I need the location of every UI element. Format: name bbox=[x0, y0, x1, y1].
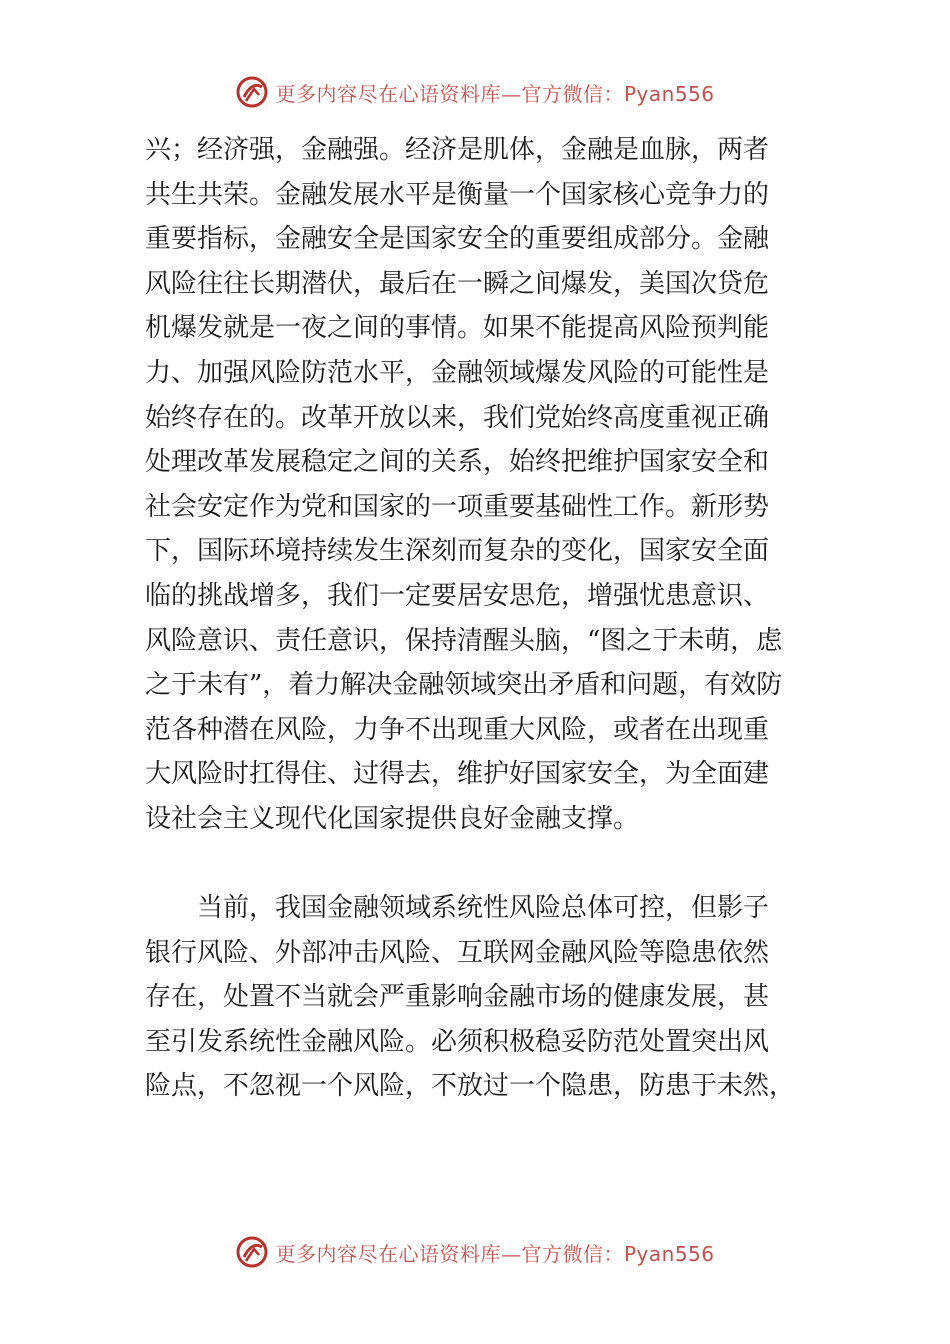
wechat-handle: Pyan556 bbox=[623, 81, 715, 106]
wechat-handle: Pyan556 bbox=[623, 1241, 715, 1266]
text-line: 下，国际环境持续发生深刻而复杂的变化，国家安全面 bbox=[145, 536, 770, 567]
text-line: 风险往往长期潜伏，最后在一瞬之间爆发，美国次贷危 bbox=[145, 268, 770, 299]
document-body bbox=[145, 128, 809, 1109]
banner-text: 更多内容尽在心语资料库—官方微信：Pyan556 bbox=[275, 81, 715, 106]
text-line: 当前，我国金融领域系统性风险总体可控，但影子 bbox=[145, 893, 770, 924]
text-line: 至引发系统性金融风险。必须积极稳妥防范处置突出风 bbox=[145, 1026, 770, 1057]
text-line: 力、加强风险防范水平，金融领域爆发风险的可能性是 bbox=[145, 357, 770, 388]
text-line: 险点，不忽视一个风险，不放过一个隐患，防患于未然， bbox=[145, 1071, 796, 1102]
text-line: 机爆发就是一夜之间的事情。如果不能提高风险预判能 bbox=[145, 313, 770, 344]
text-line: 存在，处置不当就会严重影响金融市场的健康发展，甚 bbox=[145, 982, 770, 1013]
banner-text: 更多内容尽在心语资料库—官方微信：Pyan556 bbox=[275, 1241, 715, 1266]
text-line: 银行风险、外部冲击风险、互联网金融风险等隐患依然 bbox=[145, 937, 770, 968]
text-line: 兴；经济强，金融强。经济是肌体，金融是血脉，两者 bbox=[145, 135, 770, 165]
text-line: 大风险时扛得住、过得去，维护好国家安全，为全面建 bbox=[145, 759, 770, 790]
logo-icon bbox=[235, 75, 269, 109]
text-line: 之于未有”，着力解决金融领域突出矛盾和问题，有效防 bbox=[145, 670, 783, 701]
text-line: 始终存在的。改革开放以来，我们党始终高度重视正确 bbox=[145, 402, 770, 433]
text-line: 范各种潜在风险，力争不出现重大风险，或者在出现重 bbox=[145, 714, 770, 745]
header-banner bbox=[0, 72, 950, 112]
text-line: 社会安定作为党和国家的一项重要基础性工作。新形势 bbox=[145, 491, 770, 522]
text-line: 重要指标，金融安全是国家安全的重要组成部分。金融 bbox=[145, 224, 770, 255]
text-line: 风险意识、责任意识，保持清醒头脑，“图之于未萌，虑 bbox=[145, 625, 783, 656]
text-line: 设社会主义现代化国家提供良好金融支撑。 bbox=[145, 803, 640, 834]
paragraph bbox=[145, 128, 809, 842]
text-line: 处理改革发展稳定之间的关系，始终把维护国家安全和 bbox=[145, 447, 770, 478]
text-line: 临的挑战增多，我们一定要居安思危，增强忧患意识、 bbox=[145, 580, 770, 611]
text-line: 共生共荣。金融发展水平是衡量一个国家核心竞争力的 bbox=[145, 179, 770, 210]
paragraph bbox=[145, 886, 809, 1109]
logo-icon bbox=[235, 1235, 269, 1269]
footer-banner bbox=[0, 1232, 950, 1272]
paragraph-gap bbox=[145, 842, 809, 887]
